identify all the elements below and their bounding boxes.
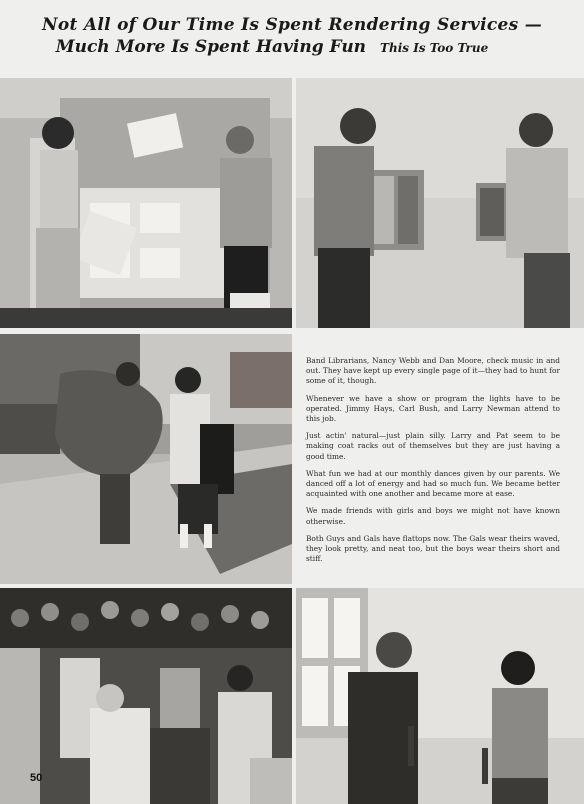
caption-dances: What fun we had at our monthly dances given by our parents. We danced off a lot of energy and had so much fun. We became better acquainted with one another and became more at ease.: [306, 468, 560, 499]
caption-flattops: Both Guys and Gals have flattops now. The Gals wear theirs waved, they look pretty, and neat too, but the boys wear theirs short and stiff.: [306, 533, 560, 564]
page-number: 50: [30, 772, 43, 784]
caption-coat-racks: Just actin' natural—just plain silly. Larry and Pat seem to be making coat racks out of themselves but they are just having a good time.: [306, 431, 560, 461]
title-line-1: Not All of Our Time Is Spent Rendering Services —: [42, 15, 542, 35]
caption-column: [306, 356, 560, 571]
caption-friends: We made friends with girls and boys we might not have known otherwise.: [306, 506, 560, 526]
caption-lights: Whenever we have a show or program the lights have to be operated. Jimmy Hays, Carl Bush, and Larry Newman attend to this job.: [306, 393, 560, 424]
photo-band-librarians: [0, 78, 292, 328]
caption-band-librarians: Band Librarians, Nancy Webb and Dan Moore, check music in and out. They have kept up every single page of it—they had to hunt for some of it, though.: [306, 356, 560, 386]
title-aside: This Is Too True: [380, 41, 489, 55]
photo-flattops: [296, 588, 584, 804]
title-line-2: Much More Is Spent Having Fun: [55, 37, 367, 57]
photo-dance-crowd: [0, 588, 292, 804]
photo-light-panel: [296, 78, 584, 328]
photo-coat-racks: [0, 334, 292, 584]
page-title: [0, 14, 584, 59]
